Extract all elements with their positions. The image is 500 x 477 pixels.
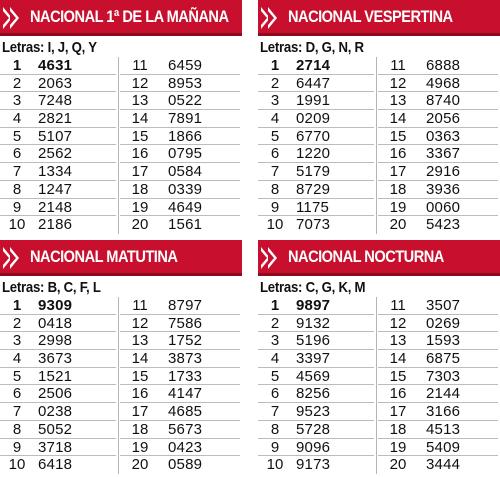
result-row bbox=[258, 385, 374, 403]
winning-number: 5107 bbox=[38, 127, 73, 145]
result-row bbox=[0, 350, 116, 368]
panel-header bbox=[0, 240, 242, 276]
result-row bbox=[378, 216, 498, 234]
result-row bbox=[120, 216, 240, 234]
result-row bbox=[258, 368, 374, 386]
winning-number: 0363 bbox=[426, 127, 461, 145]
result-row bbox=[120, 92, 240, 110]
winning-number: 4569 bbox=[296, 367, 331, 385]
prize-position: 4 bbox=[12, 350, 22, 368]
result-row bbox=[378, 439, 498, 457]
winning-number: 4649 bbox=[168, 198, 203, 216]
winning-number: 2144 bbox=[426, 385, 461, 403]
winning-number: 8953 bbox=[168, 74, 203, 92]
prize-position: 5 bbox=[270, 367, 280, 385]
column-divider bbox=[118, 57, 119, 234]
column-divider bbox=[376, 297, 377, 474]
prize-position: 6 bbox=[270, 385, 280, 403]
prize-position: 2 bbox=[12, 74, 22, 92]
prize-position: 11 bbox=[132, 297, 148, 314]
winning-number: 8797 bbox=[168, 297, 203, 314]
prize-position: 6 bbox=[12, 145, 22, 163]
result-row bbox=[120, 421, 240, 439]
prize-position: 3 bbox=[270, 92, 280, 110]
result-row bbox=[258, 145, 374, 163]
letras-label: Letras: D, G, N, R bbox=[260, 39, 364, 56]
winning-number: 1334 bbox=[38, 163, 73, 181]
winning-number: 5409 bbox=[426, 438, 461, 456]
panel-header bbox=[258, 240, 500, 276]
result-row bbox=[0, 163, 116, 181]
winning-number: 2063 bbox=[38, 74, 73, 92]
winning-number: 8729 bbox=[296, 180, 331, 198]
prize-position: 8 bbox=[270, 180, 280, 198]
winning-number: 1175 bbox=[296, 198, 330, 216]
winning-number: 1752 bbox=[168, 332, 203, 350]
winning-number: 0795 bbox=[168, 145, 203, 163]
result-row bbox=[0, 199, 116, 217]
result-row bbox=[378, 350, 498, 368]
result-row bbox=[120, 57, 240, 75]
result-row bbox=[120, 110, 240, 128]
results-column-right bbox=[120, 297, 240, 474]
winning-number: 8740 bbox=[426, 92, 461, 110]
prize-position: 14 bbox=[389, 350, 407, 368]
winning-number: 9309 bbox=[38, 297, 73, 314]
result-row bbox=[378, 332, 498, 350]
prize-position: 2 bbox=[270, 314, 280, 332]
winning-number: 2916 bbox=[426, 163, 461, 181]
result-row bbox=[258, 110, 374, 128]
prize-position: 1 bbox=[12, 297, 22, 314]
winning-number: 7248 bbox=[38, 92, 73, 110]
results-column-right bbox=[378, 57, 498, 234]
results-column-right bbox=[378, 297, 498, 474]
winning-number: 6459 bbox=[168, 57, 203, 74]
result-row bbox=[378, 368, 498, 386]
result-row bbox=[258, 456, 374, 474]
prize-position: 1 bbox=[270, 297, 280, 314]
result-row bbox=[0, 421, 116, 439]
result-row bbox=[378, 385, 498, 403]
result-row bbox=[120, 199, 240, 217]
result-row bbox=[258, 181, 374, 199]
prize-position: 13 bbox=[131, 92, 149, 110]
prize-position: 7 bbox=[270, 163, 280, 181]
winning-number: 2714 bbox=[296, 57, 331, 74]
result-row bbox=[378, 128, 498, 146]
panel-header bbox=[0, 0, 242, 36]
result-row bbox=[258, 128, 374, 146]
result-row bbox=[258, 297, 374, 315]
result-row bbox=[258, 216, 374, 234]
result-row bbox=[0, 297, 116, 315]
winning-number: 9897 bbox=[296, 297, 331, 314]
prize-position: 17 bbox=[389, 163, 407, 181]
result-row bbox=[0, 92, 116, 110]
prize-position: 9 bbox=[270, 198, 280, 216]
winning-number: 0589 bbox=[168, 456, 203, 474]
prize-position: 6 bbox=[270, 145, 280, 163]
winning-number: 1220 bbox=[296, 145, 331, 163]
result-row bbox=[0, 181, 116, 199]
result-row bbox=[258, 75, 374, 93]
prize-position: 14 bbox=[131, 110, 149, 128]
winning-number: 7891 bbox=[168, 110, 203, 128]
winning-number: 1247 bbox=[38, 180, 73, 198]
prize-position: 14 bbox=[131, 350, 149, 368]
result-row bbox=[378, 199, 498, 217]
results-column-left bbox=[0, 57, 116, 234]
result-row bbox=[378, 145, 498, 163]
winning-number: 1593 bbox=[426, 332, 461, 350]
winning-number: 3397 bbox=[296, 350, 331, 368]
result-row bbox=[0, 439, 116, 457]
result-row bbox=[120, 368, 240, 386]
prize-position: 10 bbox=[266, 456, 284, 474]
winning-number: 4513 bbox=[426, 420, 461, 438]
result-row bbox=[258, 57, 374, 75]
winning-number: 0060 bbox=[426, 198, 461, 216]
letras-label: Letras: C, G, K, M bbox=[260, 279, 366, 296]
winning-number: 2148 bbox=[38, 198, 73, 216]
result-row bbox=[258, 315, 374, 333]
result-row bbox=[120, 385, 240, 403]
result-row bbox=[120, 456, 240, 474]
prize-position: 2 bbox=[270, 74, 280, 92]
result-row bbox=[120, 297, 240, 315]
prize-position: 12 bbox=[131, 74, 149, 92]
prize-position: 12 bbox=[389, 314, 407, 332]
results-column-left bbox=[0, 297, 116, 474]
result-row bbox=[120, 145, 240, 163]
prize-position: 4 bbox=[12, 110, 22, 128]
prize-position: 20 bbox=[131, 456, 149, 474]
winning-number: 1866 bbox=[168, 127, 203, 145]
winning-number: 2562 bbox=[38, 145, 73, 163]
winning-number: 6888 bbox=[426, 57, 461, 74]
prize-position: 6 bbox=[12, 385, 22, 403]
prize-position: 5 bbox=[270, 127, 280, 145]
prize-position: 18 bbox=[389, 180, 407, 198]
prize-position: 10 bbox=[266, 216, 284, 234]
result-row bbox=[0, 145, 116, 163]
winning-number: 3444 bbox=[426, 456, 461, 474]
result-row bbox=[0, 128, 116, 146]
prize-position: 7 bbox=[12, 163, 22, 181]
winning-number: 5673 bbox=[168, 420, 203, 438]
winning-number: 1991 bbox=[296, 92, 331, 110]
winning-number: 9173 bbox=[296, 456, 331, 474]
letras-label: Letras: I, J, Q, Y bbox=[2, 39, 97, 56]
prize-position: 14 bbox=[389, 110, 407, 128]
result-row bbox=[378, 163, 498, 181]
result-row bbox=[0, 75, 116, 93]
prize-position: 15 bbox=[389, 127, 407, 145]
prize-position: 17 bbox=[131, 403, 149, 421]
winning-number: 4685 bbox=[168, 403, 203, 421]
prize-position: 7 bbox=[270, 403, 280, 421]
result-row bbox=[0, 315, 116, 333]
result-row bbox=[0, 385, 116, 403]
result-row bbox=[0, 403, 116, 421]
prize-position: 1 bbox=[270, 57, 280, 74]
prize-position: 12 bbox=[389, 74, 407, 92]
result-row bbox=[120, 128, 240, 146]
prize-position: 18 bbox=[131, 180, 149, 198]
result-row bbox=[378, 297, 498, 315]
prize-position: 20 bbox=[389, 216, 407, 234]
prize-position: 15 bbox=[131, 127, 149, 145]
prize-position: 9 bbox=[12, 198, 22, 216]
winning-number: 0339 bbox=[168, 180, 203, 198]
letras-label: Letras: B, C, F, L bbox=[2, 279, 101, 296]
prize-position: 20 bbox=[389, 456, 407, 474]
winning-number: 5052 bbox=[38, 420, 73, 438]
prize-position: 9 bbox=[270, 438, 280, 456]
prize-position: 16 bbox=[131, 145, 149, 163]
prize-position: 2 bbox=[12, 314, 22, 332]
prize-position: 8 bbox=[12, 420, 22, 438]
prize-position: 18 bbox=[131, 420, 149, 438]
prize-position: 11 bbox=[390, 57, 406, 74]
prize-position: 3 bbox=[12, 92, 22, 110]
winning-number: 2821 bbox=[38, 110, 73, 128]
winning-number: 5423 bbox=[426, 216, 461, 234]
column-divider bbox=[118, 297, 119, 474]
winning-number: 9523 bbox=[296, 403, 331, 421]
winning-number: 1733 bbox=[168, 367, 203, 385]
result-row bbox=[0, 216, 116, 234]
prize-position: 3 bbox=[270, 332, 280, 350]
result-row bbox=[120, 163, 240, 181]
winning-number: 2186 bbox=[38, 216, 73, 234]
results-column-left bbox=[258, 57, 374, 234]
result-row bbox=[378, 110, 498, 128]
prize-position: 7 bbox=[12, 403, 22, 421]
prize-position: 11 bbox=[390, 297, 406, 314]
winning-number: 4147 bbox=[168, 385, 203, 403]
winning-number: 3166 bbox=[426, 403, 461, 421]
result-row bbox=[258, 403, 374, 421]
prize-position: 16 bbox=[131, 385, 149, 403]
result-row bbox=[120, 332, 240, 350]
prize-position: 8 bbox=[270, 420, 280, 438]
winning-number: 1521 bbox=[38, 367, 73, 385]
winning-number: 3873 bbox=[168, 350, 203, 368]
winning-number: 3507 bbox=[426, 297, 461, 314]
winning-number: 0584 bbox=[168, 163, 203, 181]
prize-position: 9 bbox=[12, 438, 22, 456]
winning-number: 0418 bbox=[38, 314, 73, 332]
result-row bbox=[258, 350, 374, 368]
result-row bbox=[0, 332, 116, 350]
prize-position: 12 bbox=[131, 314, 149, 332]
result-row bbox=[258, 439, 374, 457]
prize-position: 13 bbox=[389, 332, 407, 350]
winning-number: 2056 bbox=[426, 110, 461, 128]
winning-number: 7073 bbox=[296, 216, 331, 234]
prize-position: 20 bbox=[131, 216, 149, 234]
prize-position: 10 bbox=[8, 456, 26, 474]
results-panel-vespertina bbox=[258, 0, 500, 236]
result-row bbox=[378, 92, 498, 110]
prize-position: 18 bbox=[389, 420, 407, 438]
result-row bbox=[258, 421, 374, 439]
results-panel-matutina bbox=[0, 240, 242, 476]
winning-number: 6447 bbox=[296, 74, 331, 92]
panel-title: NACIONAL 1ª DE LA MAÑANA bbox=[30, 7, 229, 26]
prize-position: 16 bbox=[389, 145, 407, 163]
winning-number: 0423 bbox=[168, 438, 203, 456]
panel-title: NACIONAL NOCTURNA bbox=[288, 247, 444, 266]
prize-position: 10 bbox=[8, 216, 26, 234]
result-row bbox=[258, 332, 374, 350]
result-row bbox=[0, 57, 116, 75]
result-row bbox=[0, 368, 116, 386]
winning-number: 4968 bbox=[426, 74, 461, 92]
result-row bbox=[378, 181, 498, 199]
prize-position: 13 bbox=[131, 332, 149, 350]
winning-number: 7586 bbox=[168, 314, 203, 332]
winning-number: 7303 bbox=[426, 367, 461, 385]
winning-number: 0269 bbox=[426, 314, 461, 332]
result-row bbox=[120, 181, 240, 199]
result-row bbox=[378, 57, 498, 75]
winning-number: 0522 bbox=[168, 92, 203, 110]
winning-number: 2506 bbox=[38, 385, 73, 403]
result-row bbox=[120, 75, 240, 93]
prize-position: 5 bbox=[12, 127, 22, 145]
result-row bbox=[120, 403, 240, 421]
winning-number: 0238 bbox=[38, 403, 73, 421]
prize-position: 15 bbox=[131, 367, 149, 385]
result-row bbox=[0, 456, 116, 474]
winning-number: 4631 bbox=[38, 57, 73, 74]
winning-number: 2998 bbox=[38, 332, 73, 350]
results-panel-nocturna bbox=[258, 240, 500, 476]
winning-number: 3936 bbox=[426, 180, 461, 198]
winning-number: 6875 bbox=[426, 350, 461, 368]
prize-position: 16 bbox=[389, 385, 407, 403]
winning-number: 3718 bbox=[38, 438, 73, 456]
winning-number: 6418 bbox=[38, 456, 73, 474]
result-row bbox=[378, 421, 498, 439]
winning-number: 9132 bbox=[296, 314, 331, 332]
prize-position: 3 bbox=[12, 332, 22, 350]
prize-position: 1 bbox=[12, 57, 22, 74]
result-row bbox=[0, 110, 116, 128]
result-row bbox=[378, 456, 498, 474]
winning-number: 5196 bbox=[296, 332, 331, 350]
prize-position: 11 bbox=[132, 57, 148, 74]
result-row bbox=[120, 350, 240, 368]
panel-header bbox=[258, 0, 500, 36]
winning-number: 0209 bbox=[296, 110, 331, 128]
winning-number: 3367 bbox=[426, 145, 461, 163]
panel-title: NACIONAL VESPERTINA bbox=[288, 7, 453, 26]
results-panel-manana bbox=[0, 0, 242, 236]
winning-number: 5179 bbox=[296, 163, 331, 181]
result-row bbox=[120, 315, 240, 333]
result-row bbox=[258, 163, 374, 181]
winning-number: 3673 bbox=[38, 350, 73, 368]
prize-position: 19 bbox=[131, 198, 149, 216]
result-row bbox=[120, 439, 240, 457]
column-divider bbox=[376, 57, 377, 234]
prize-position: 19 bbox=[389, 198, 407, 216]
prize-position: 5 bbox=[12, 367, 22, 385]
winning-number: 6770 bbox=[296, 127, 331, 145]
result-row bbox=[378, 315, 498, 333]
prize-position: 19 bbox=[131, 438, 149, 456]
panel-title: NACIONAL MATUTINA bbox=[30, 247, 178, 266]
winning-number: 1561 bbox=[168, 216, 203, 234]
prize-position: 4 bbox=[270, 110, 280, 128]
results-column-left bbox=[258, 297, 374, 474]
results-column-right bbox=[120, 57, 240, 234]
prize-position: 15 bbox=[389, 367, 407, 385]
result-row bbox=[258, 199, 374, 217]
result-row bbox=[258, 92, 374, 110]
prize-position: 13 bbox=[389, 92, 407, 110]
winning-number: 8256 bbox=[296, 385, 331, 403]
result-row bbox=[378, 75, 498, 93]
prize-position: 19 bbox=[389, 438, 407, 456]
winning-number: 5728 bbox=[296, 420, 331, 438]
prize-position: 4 bbox=[270, 350, 280, 368]
prize-position: 8 bbox=[12, 180, 22, 198]
result-row bbox=[378, 403, 498, 421]
prize-position: 17 bbox=[131, 163, 149, 181]
winning-number: 9096 bbox=[296, 438, 331, 456]
prize-position: 17 bbox=[389, 403, 407, 421]
